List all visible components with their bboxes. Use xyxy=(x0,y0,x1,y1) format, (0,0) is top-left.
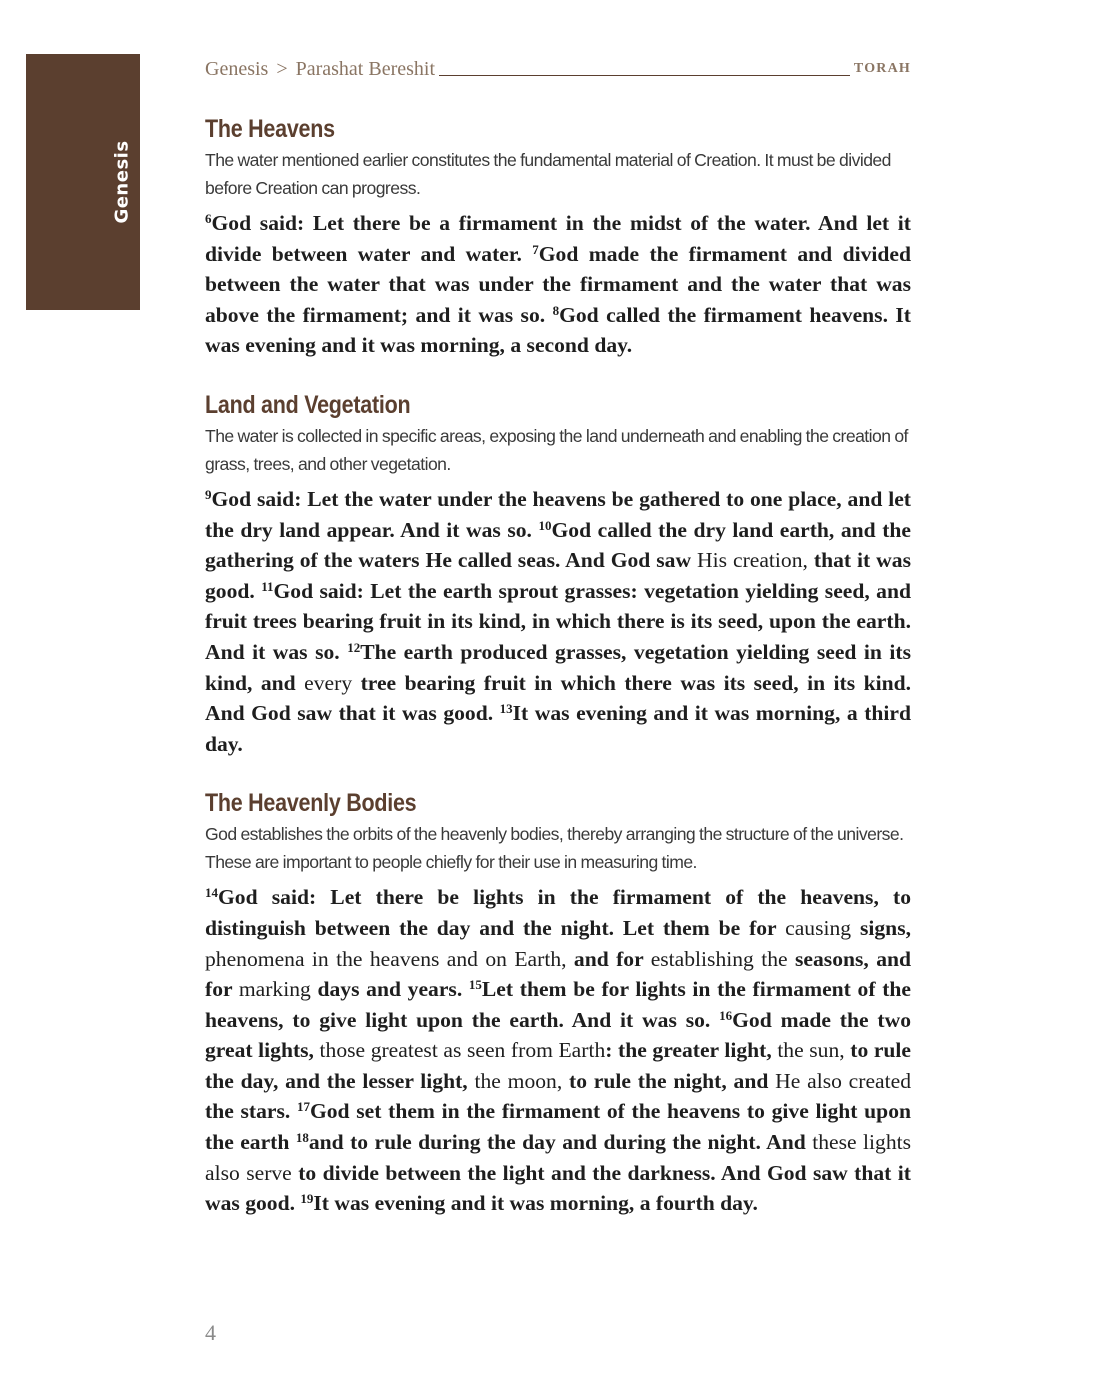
verse-text-bold: and to rule during the day and during the night. And xyxy=(308,1130,813,1155)
verse-commentary: every xyxy=(304,670,361,695)
verse-number: 19 xyxy=(300,1191,314,1207)
verse-number: 9 xyxy=(205,486,212,502)
verse-text xyxy=(205,484,911,759)
verse-number: 11 xyxy=(261,578,274,594)
verse-commentary: He also created xyxy=(775,1068,911,1093)
header-rule xyxy=(439,75,850,76)
section-title: Land and Vegetation xyxy=(205,390,411,419)
verse-text-bold: and for xyxy=(573,946,651,971)
verse-commentary: those greatest as seen from Earth xyxy=(319,1038,606,1063)
verse-text-bold: that it was good. xyxy=(205,548,911,603)
section-heavens xyxy=(205,112,911,361)
section-title: The Heavens xyxy=(205,115,335,143)
verse-text xyxy=(205,208,911,361)
verse-number: 15 xyxy=(468,977,482,993)
section-label: TORAH xyxy=(853,61,911,76)
verse-text-bold: : the greater light, xyxy=(605,1038,778,1063)
verse-text-bold: It was evening and it was morning, a third day. xyxy=(205,701,911,756)
verse-text-bold: Let them be for lights in the firmament of the heavens, to give light upon the earth. And it was so. xyxy=(205,977,911,1032)
verse-number: 8 xyxy=(552,302,560,318)
verse-number: 16 xyxy=(719,1007,733,1023)
verse-text-bold: God made the firmament and divided between the water that was under the firmament and the water that was above the firmament; and it was so. xyxy=(205,241,911,327)
verse-number: 17 xyxy=(296,1099,310,1115)
verse-text-bold: to divide between the light and the darkness. And God saw that it was good. xyxy=(205,1160,911,1216)
verse-text-bold: God made the two great lights, xyxy=(205,1007,911,1063)
verse-text-bold: signs, xyxy=(859,915,911,940)
verse-number: 10 xyxy=(538,517,552,533)
section-intro: God establishes the orbits of the heavenly bodies, thereby arranging the structure of the universe. These are important to people chiefly for their use in measuring time. xyxy=(205,824,904,873)
side-tab-label: Genesis xyxy=(111,140,133,224)
verse-commentary: phenomena in the heavens and on Earth, xyxy=(205,946,574,971)
verse-commentary: the moon, xyxy=(474,1068,570,1093)
section-intro: The water is collected in specific areas, exposing the land underneath and enabling the creation of grass, trees, and other vegetation. xyxy=(205,425,908,474)
verse-text-bold: to rule the night, and xyxy=(569,1068,776,1093)
verse-number: 12 xyxy=(347,639,361,655)
verse-text-bold: God called the dry land earth, and the gathering of the waters He called seas. And God saw xyxy=(205,517,911,573)
verse-commentary: causing xyxy=(785,915,860,940)
section-land-vegetation xyxy=(205,388,911,759)
verse-text-bold: God set them in the firmament of the heavens to give light upon the earth xyxy=(205,1099,912,1155)
verse-number: 13 xyxy=(499,701,513,717)
verse-commentary: these lights also serve xyxy=(205,1130,912,1185)
verse-text-bold: the stars. xyxy=(205,1099,297,1124)
section-heavenly-bodies xyxy=(205,786,911,1219)
verse-text-bold: days and years. xyxy=(317,977,469,1002)
page-number: 4 xyxy=(205,1320,216,1345)
breadcrumb-parasha[interactable]: Parashat Bereshit xyxy=(295,58,436,80)
verse-commentary: the sun, xyxy=(777,1038,851,1063)
verse-text-bold: God said: Let there be a firmament in the midst of the water. And let it divide between water and water. xyxy=(205,211,911,266)
verse-number: 14 xyxy=(205,885,218,901)
breadcrumb-book[interactable]: Genesis xyxy=(205,58,269,80)
section-title: The Heavenly Bodies xyxy=(205,789,417,818)
breadcrumb-separator: > xyxy=(276,58,288,80)
verse-text xyxy=(205,882,911,1219)
verse-text-bold: It was evening and it was morning, a fourth day. xyxy=(313,1191,758,1216)
section-intro: The water mentioned earlier constitutes the fundamental material of Creation. It must be divided before Creation can progress. xyxy=(205,150,891,198)
verse-text-bold: God said: Let the water under the heavens be gathered to one place, and let the dry land appear. And it was so. xyxy=(205,486,911,542)
verse-text-bold: tree bearing fruit in which there was its seed, in its kind. And God saw that it was good. xyxy=(205,670,911,726)
verse-number: 6 xyxy=(205,211,212,226)
verse-text-bold: God called the firmament heavens. It was evening and it was morning, a second day. xyxy=(205,302,911,358)
verse-text-bold: The earth produced grasses, vegetation yielding seed in its kind, and xyxy=(205,639,912,695)
verse-commentary: marking xyxy=(238,977,318,1002)
verse-text-bold: God said: Let there be lights in the firmament of the heavens, to distinguish between the day and the night. Let them be for xyxy=(205,885,911,940)
verse-text-bold: seasons, and for xyxy=(205,946,912,1002)
verse-number: 18 xyxy=(295,1130,309,1146)
verse-text-bold: God said: Let the earth sprout grasses: vegetation yielding seed, and fruit trees bearing fruit in its kind, in which there is its seed, upon the earth. And it was so. xyxy=(205,578,911,664)
main-content xyxy=(205,112,911,1246)
verse-commentary: His creation, xyxy=(697,548,814,573)
verse-commentary: establishing the xyxy=(650,946,796,971)
verse-text-bold: to rule the day, and the lesser light, xyxy=(205,1038,911,1093)
verse-number: 7 xyxy=(532,241,539,257)
running-header xyxy=(205,56,911,80)
